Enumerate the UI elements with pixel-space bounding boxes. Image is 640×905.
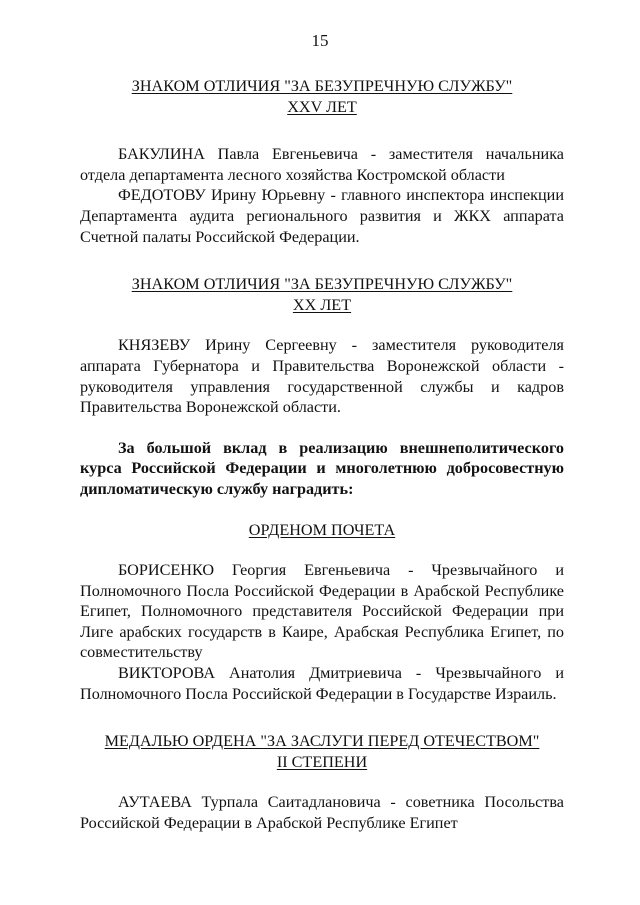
awardee-paragraph: БОРИСЕНКО Георгия Евгеньевича - Чрезвычайного и Полномочного Посла Российской Федерации в Арабской Республике Египет, Полномочного представителя Российской Федерации при Лиге арабских государств в Каире, Арабская Республика Египет, по совместительству (80, 561, 564, 662)
awardee-paragraph: ВИКТОРОВА Анатолия Дмитриевича - Чрезвычайного и Полномочного Посла Российской Федерации в Государстве Израиль. (80, 664, 564, 703)
award-section-xxv (80, 76, 564, 247)
award-section-xx (80, 274, 564, 418)
section-heading: ОРДЕНОМ ПОЧЕТА (248, 520, 396, 539)
award-intro: За большой вклад в реализацию внешнеполитического курса Российской Федерации и многолетнюю добросовестную дипломатическую службу наградить: (80, 438, 564, 498)
section-heading: ЗНАКОМ ОТЛИЧИЯ "ЗА БЕЗУПРЕЧНУЮ СЛУЖБУ" (131, 275, 513, 294)
awardee-paragraph: ФЕДОТОВУ Ирину Юрьевну - главного инспектора инспекции Департамента аудита регионального развития и ЖКХ аппарата Счетной палаты Российской Федерации. (80, 186, 564, 246)
awardee-paragraph: КНЯЗЕВУ Ирину Сергеевну - заместителя руководителя аппарата Губернатора и Правительства Воронежской области - руководителя управления государственной службы и кадров Правительства Воронежской области. (80, 336, 564, 417)
section-subheading: XX ЛЕТ (292, 295, 352, 314)
section-heading: ЗНАКОМ ОТЛИЧИЯ "ЗА БЕЗУПРЕЧНУЮ СЛУЖБУ" (131, 77, 513, 95)
awardee-paragraph: АУТАЕВА Турпала Саитадлановича - советника Посольства Российской Федерации в Арабской Республике Египет (80, 793, 564, 833)
award-section-medal-merit (80, 731, 564, 833)
page-number: 15 (311, 31, 329, 50)
section-subheading: II СТЕПЕНИ (276, 752, 368, 771)
document-body (80, 76, 564, 834)
award-section-order-of-honor (80, 520, 564, 705)
section-heading: МЕДАЛЬЮ ОРДЕНА "ЗА ЗАСЛУГИ ПЕРЕД ОТЕЧЕСТВОМ" (104, 732, 540, 751)
awardee-paragraph: БАКУЛИНА Павла Евгеньевича - заместителя начальника отдела департамента лесного хозяйства Костромской области (80, 145, 564, 184)
section-subheading: XXV ЛЕТ (287, 97, 357, 116)
